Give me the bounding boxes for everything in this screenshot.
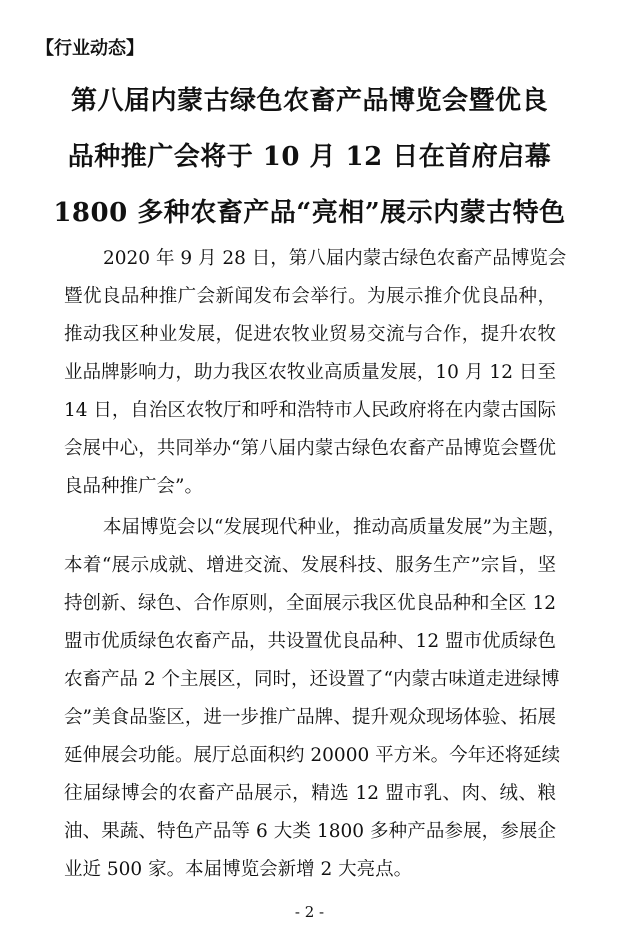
text-line: 持创新、绿色、合作原则，全面展示我区优良品种和全区 12	[64, 593, 556, 614]
text-line: 会”美食品鉴区，进一步推广品牌、提升观众现场体验、拓展	[64, 707, 556, 728]
text-line: 暨优良品种推广会新闻发布会举行。为展示推介优良品种，	[64, 286, 556, 307]
text-line: 良品种推广会”。	[64, 476, 203, 497]
text-line: 农畜产品 2 个主展区，同时，还设置了“内蒙古味道走进绿博	[64, 669, 560, 690]
text-line: 盟市优质绿色农畜产品，共设置优良品种、12 盟市优质绿色	[64, 631, 556, 652]
text-line: 本届博览会以“发展现代种业，推动高质量发展”为主题，	[103, 517, 566, 538]
text-line: 油、果蔬、特色产品等 6 大类 1800 多种产品参展，参展企	[64, 821, 556, 842]
text-line: 2020 年 9 月 28 日，第八届内蒙古绿色农畜产品博览会	[103, 248, 567, 269]
text-line: 14 日，自治区农牧厅和呼和浩特市人民政府将在内蒙古国际	[64, 400, 556, 421]
text-line: 会展中心，共同举办“第八届内蒙古绿色农畜产品博览会暨优	[64, 438, 556, 459]
text-line: 业近 500 家。本届博览会新增 2 大亮点。	[64, 859, 413, 880]
headline-line-3: 1800 多种农畜产品“亮相”展示内蒙古特色	[53, 198, 566, 228]
text-line: 本着“展示成就、增进交流、发展科技、服务生产”宗旨，坚	[64, 555, 556, 576]
text-line: 往届绿博会的农畜产品展示，精选 12 盟市乳、肉、绒、粮	[64, 783, 556, 804]
headline-line-1: 第八届内蒙古绿色农畜产品博览会暨优良	[70, 86, 548, 116]
page-number: - 2 -	[294, 903, 325, 921]
headline-line-2: 品种推广会将于 10 月 12 日在首府启幕	[67, 142, 552, 172]
text-line: 延伸展会功能。展厅总面积约 20000 平方米。今年还将延续	[64, 745, 561, 766]
text-line: 推动我区种业发展，促进农牧业贸易交流与合作，提升农牧	[64, 324, 556, 345]
text-line: 业品牌影响力，助力我区农牧业高质量发展，10 月 12 日至	[64, 362, 556, 383]
section-tag: 【行业动态】	[36, 38, 144, 59]
